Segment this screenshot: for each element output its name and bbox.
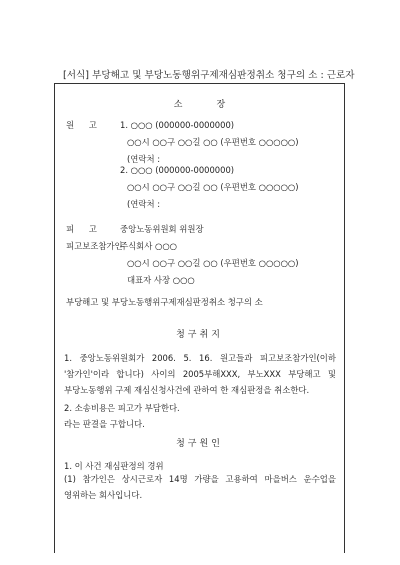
intervenor-name: 주식회사 ○○○ <box>120 241 177 251</box>
claim-paragraph-1: 1. 중앙노동위원회가 2006. 5. 16. 원고들과 피고보조참가인(이하 '참가인'이라 합니다) 사이의 2005부해XXX, 부노XXX 부당해고 및 부당노동행위 구제 재심신청사건에 관하여 한 재심판정을 취소한다. <box>64 353 336 395</box>
complaint-document <box>54 83 345 553</box>
cause-paragraph-1: (1) 참가인은 상시근로자 14명 가량을 고용하여 마을버스 운수업을 영위하는 회사입니다. <box>64 474 336 500</box>
intervenor-address: ○○시 ○○구 ○○길 ○○ (우편번호 ○○○○○) <box>127 258 299 268</box>
plaintiff-2-address: ○○시 ○○구 ○○길 ○○ (우편번호 ○○○○○) <box>127 182 299 192</box>
case-name: 부당해고 및 부당노동행위구제재심판정취소 청구의 소 <box>66 297 263 307</box>
claim-paragraph-3: 라는 판결을 구합니다. <box>64 419 145 429</box>
intervenor-representative: 대표자 사장 ○○○ <box>127 275 195 285</box>
plaintiff-2-contact: (연락처 : <box>127 199 161 209</box>
defendant-label: 피 고 <box>66 224 103 234</box>
plaintiff-1-name: 1. ○○○ (000000-0000000) <box>120 120 235 130</box>
defendant-name: 중앙노동위원회 위원장 <box>120 224 204 234</box>
plaintiff-2-name: 2. ○○○ (000000-0000000) <box>120 165 235 175</box>
plaintiff-1-contact: (연락처 : <box>127 154 161 164</box>
document-title: 소장 <box>173 100 260 110</box>
cause-subheading-1: 1. 이 사건 재심판정의 경위 <box>64 461 164 471</box>
plaintiff-label: 원 고 <box>66 120 103 130</box>
claim-heading: 청구취지 <box>176 330 223 340</box>
intervenor-label: 피고보조참가인 <box>66 241 123 251</box>
plaintiff-1-address: ○○시 ○○구 ○○길 ○○ (우편번호 ○○○○○) <box>127 137 299 147</box>
claim-paragraph-2: 2. 소송비용은 피고가 부담한다. <box>64 403 180 413</box>
cause-heading: 청구원인 <box>176 439 223 449</box>
form-title: [서식] 부당해고 및 부당노동행위구제재심판정취소 청구의 소 : 근로자 <box>63 70 355 81</box>
